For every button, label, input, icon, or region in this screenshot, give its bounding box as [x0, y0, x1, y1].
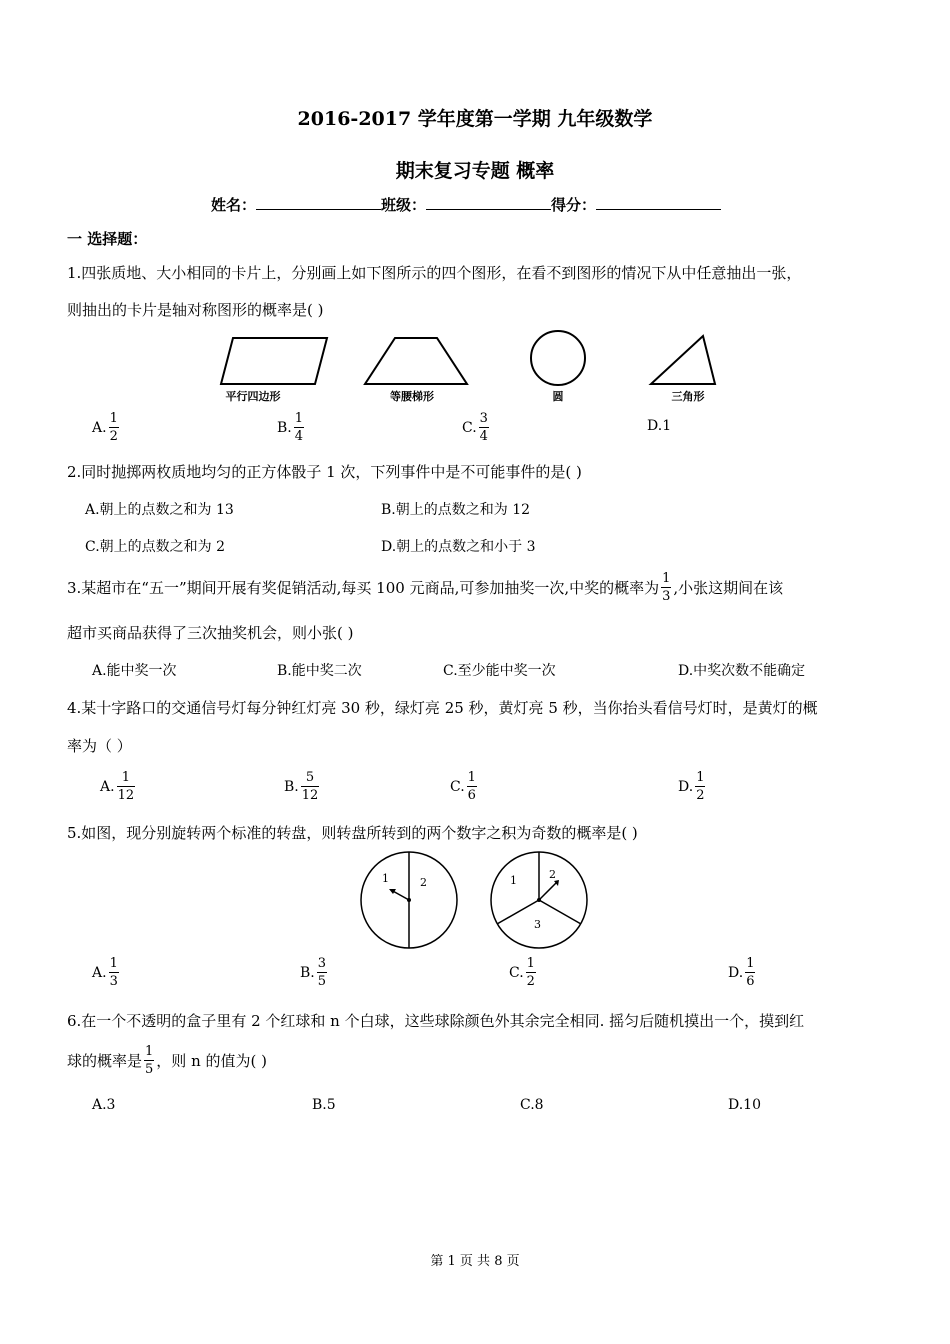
spinner-three-sectors: [491, 852, 587, 948]
q1-option-b[interactable]: B. $\frac{1}{4}$: [277, 411, 304, 444]
q1-shapes-figure: [215, 330, 725, 405]
name-blank[interactable]: [256, 195, 381, 210]
q1-option-a[interactable]: A. $\frac{1}{2}$: [92, 411, 118, 444]
class-label: 班级：: [381, 196, 427, 214]
q6-line2: 球的概率是 $\frac{1}{5}$ ，则 n 的值为( ): [67, 1044, 267, 1077]
q4-option-c[interactable]: C. $\frac{1}{6}$: [450, 770, 476, 803]
q5-option-d[interactable]: D. $\frac{1}{6}$: [728, 956, 755, 989]
name-label: 姓名：: [211, 196, 257, 214]
score-label: 得分：: [551, 196, 597, 214]
q5-option-b[interactable]: B. $\frac{3}{5}$: [300, 956, 327, 989]
q3-line2: 超市买商品获得了三次抽奖机会，则小张( ): [67, 624, 354, 642]
spinner1-label-1: 1: [382, 872, 389, 885]
spinner1-label-2: 2: [420, 876, 427, 889]
circle-shape: [531, 331, 585, 385]
q4-line1: 4.某十字路口的交通信号灯每分钟红灯亮 30 秒，绿灯亮 25 秒，黄灯亮 5 秒，当你抬头看信号灯时，是黄灯的概: [67, 699, 818, 717]
q1-line1: 1.四张质地、大小相同的卡片上，分别画上如下图所示的四个图形，在看不到图形的情况下从中任意抽出一张，: [67, 264, 802, 282]
shape-label-parallelogram: 平行四边形: [225, 390, 281, 403]
q3-option-a[interactable]: A.能中奖一次: [92, 663, 177, 679]
page-footer: 第 1 页 共 8 页: [430, 1254, 520, 1269]
q5-line1: 5.如图，现分别旋转两个标准的转盘，则转盘所转到的两个数字之积为奇数的概率是( ): [67, 824, 638, 842]
spinner2-label-3: 3: [534, 918, 541, 931]
q6-line1: 6.在一个不透明的盒子里有 2 个红球和 n 个白球，这些球除颜色外其余完全相同. 摇匀后随机摸出一个，摸到红: [67, 1012, 805, 1030]
q1-option-c[interactable]: C. $\frac{3}{4}$: [462, 411, 488, 444]
student-info-line: [211, 194, 721, 215]
shape-label-circle: 圆: [552, 390, 564, 403]
q6-option-b[interactable]: B.5: [312, 1097, 336, 1113]
page-subtitle: 期末复习专题 概率: [395, 160, 555, 182]
q4-line2: 率为（ ）: [67, 737, 132, 755]
q3-option-b[interactable]: B.能中奖二次: [277, 663, 362, 679]
shape-label-triangle: 三角形: [671, 390, 705, 403]
class-blank[interactable]: [426, 195, 551, 210]
q5-spinners-figure: [358, 848, 594, 952]
trapezoid-shape: [365, 338, 467, 384]
q6-option-c[interactable]: C.8: [520, 1097, 544, 1113]
q2-line1: 2.同时抛掷两枚质地均匀的正方体骰子 1 次，下列事件中是不可能事件的是( ): [67, 463, 582, 481]
q2-option-c[interactable]: C.朝上的点数之和为 2: [85, 539, 226, 555]
q3-option-c[interactable]: C.至少能中奖一次: [443, 663, 556, 679]
section-heading: 一 选择题：: [67, 230, 148, 248]
shape-label-trapezoid: 等腰梯形: [390, 390, 434, 403]
score-blank[interactable]: [596, 195, 721, 210]
q2-option-d[interactable]: D.朝上的点数之和小于 3: [381, 539, 536, 555]
q1-line2: 则抽出的卡片是轴对称图形的概率是( ): [67, 301, 324, 319]
q3-line1: 3.某超市在“五一”期间开展有奖促销活动,每买 100 元商品,可参加抽奖一次,中奖的概率为 $\frac{1}{3}$ ,小张这期间在该: [67, 571, 784, 604]
spinner2-label-2: 2: [549, 868, 556, 881]
q4-option-a[interactable]: A. $\frac{1}{12}$: [100, 770, 135, 803]
q2-option-b[interactable]: B.朝上的点数之和为 12: [381, 502, 531, 518]
q3-option-d[interactable]: D.中奖次数不能确定: [678, 663, 806, 679]
q3-fraction: $\frac{1}{3}$: [662, 571, 671, 604]
q4-option-b[interactable]: B. $\frac{5}{12}$: [284, 770, 319, 803]
q6-option-d[interactable]: D.10: [728, 1097, 761, 1113]
page-title: 2016-2017 学年度第一学期 九年级数学: [297, 108, 653, 130]
q4-option-d[interactable]: D. $\frac{1}{2}$: [678, 770, 705, 803]
triangle-shape: [651, 336, 715, 384]
q6-fraction: $\frac{1}{5}$: [145, 1044, 154, 1077]
q5-option-a[interactable]: A. $\frac{1}{3}$: [92, 956, 118, 989]
q2-option-a[interactable]: A.朝上的点数之和为 13: [85, 502, 234, 518]
spinner2-label-1: 1: [510, 874, 517, 887]
q6-option-a[interactable]: A.3: [92, 1097, 116, 1113]
parallelogram-shape: [221, 338, 327, 384]
q5-option-c[interactable]: C. $\frac{1}{2}$: [509, 956, 535, 989]
q1-option-d[interactable]: D.1: [647, 418, 672, 434]
spinner-two-sectors: [361, 852, 457, 948]
